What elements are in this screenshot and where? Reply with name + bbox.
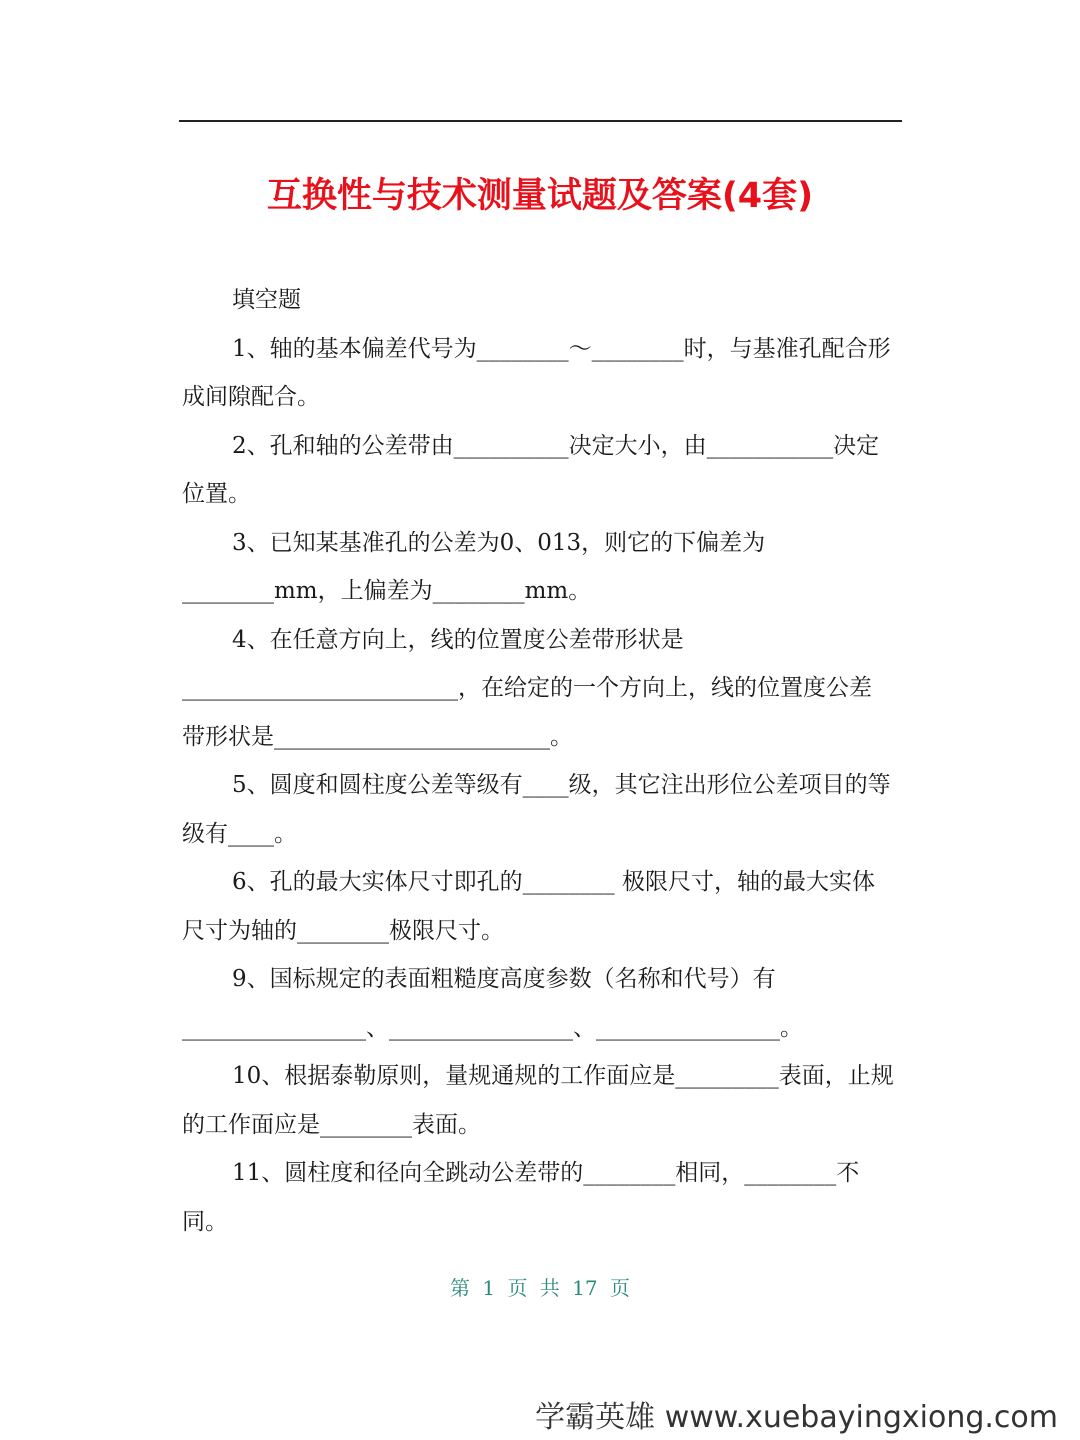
document-title: 互换性与技术测量试题及答案(4套) <box>266 176 814 216</box>
question-4: 4、在任意方向上，线的位置度公差带形状是________________________，在给定的一个方向上，线的位置度公差带形状是________________________。 <box>182 626 872 750</box>
question-3: 3、已知某基准孔的公差为0、013，则它的下偏差为________mm，上偏差为________mm。 <box>182 529 766 604</box>
section-heading: 填空题 <box>232 287 301 313</box>
question-10: 10、根据泰勒原则，量规通规的工作面应是_________表面，止规的工作面应是________表面。 <box>182 1063 894 1138</box>
page-footer: 第 1 页 共 17 页 <box>450 1276 630 1300</box>
question-11: 11、圆柱度和径向全跳动公差带的________相同，________不同。 <box>182 1160 860 1235</box>
question-2: 2、孔和轴的公差带由__________决定大小，由___________决定位置。 <box>182 432 880 507</box>
question-9: 9、国标规定的表面粗糙度高度参数（名称和代号）有________________、________________、________________。 <box>182 966 803 1041</box>
question-6: 6、孔的最大实体尺寸即孔的________ 极限尺寸，轴的最大实体尺寸为轴的________极限尺寸。 <box>182 869 875 944</box>
question-5: 5、圆度和圆柱度公差等级有____级，其它注出形位公差项目的等级有____。 <box>182 772 891 847</box>
site-watermark: 学霸英雄 www.xuebayingxiong.com <box>535 1400 1058 1435</box>
document-body <box>182 276 894 1246</box>
question-1: 1、轴的基本偏差代号为________～________时，与基准孔配合形成间隙配合。 <box>182 335 891 410</box>
header-rule <box>179 120 902 122</box>
